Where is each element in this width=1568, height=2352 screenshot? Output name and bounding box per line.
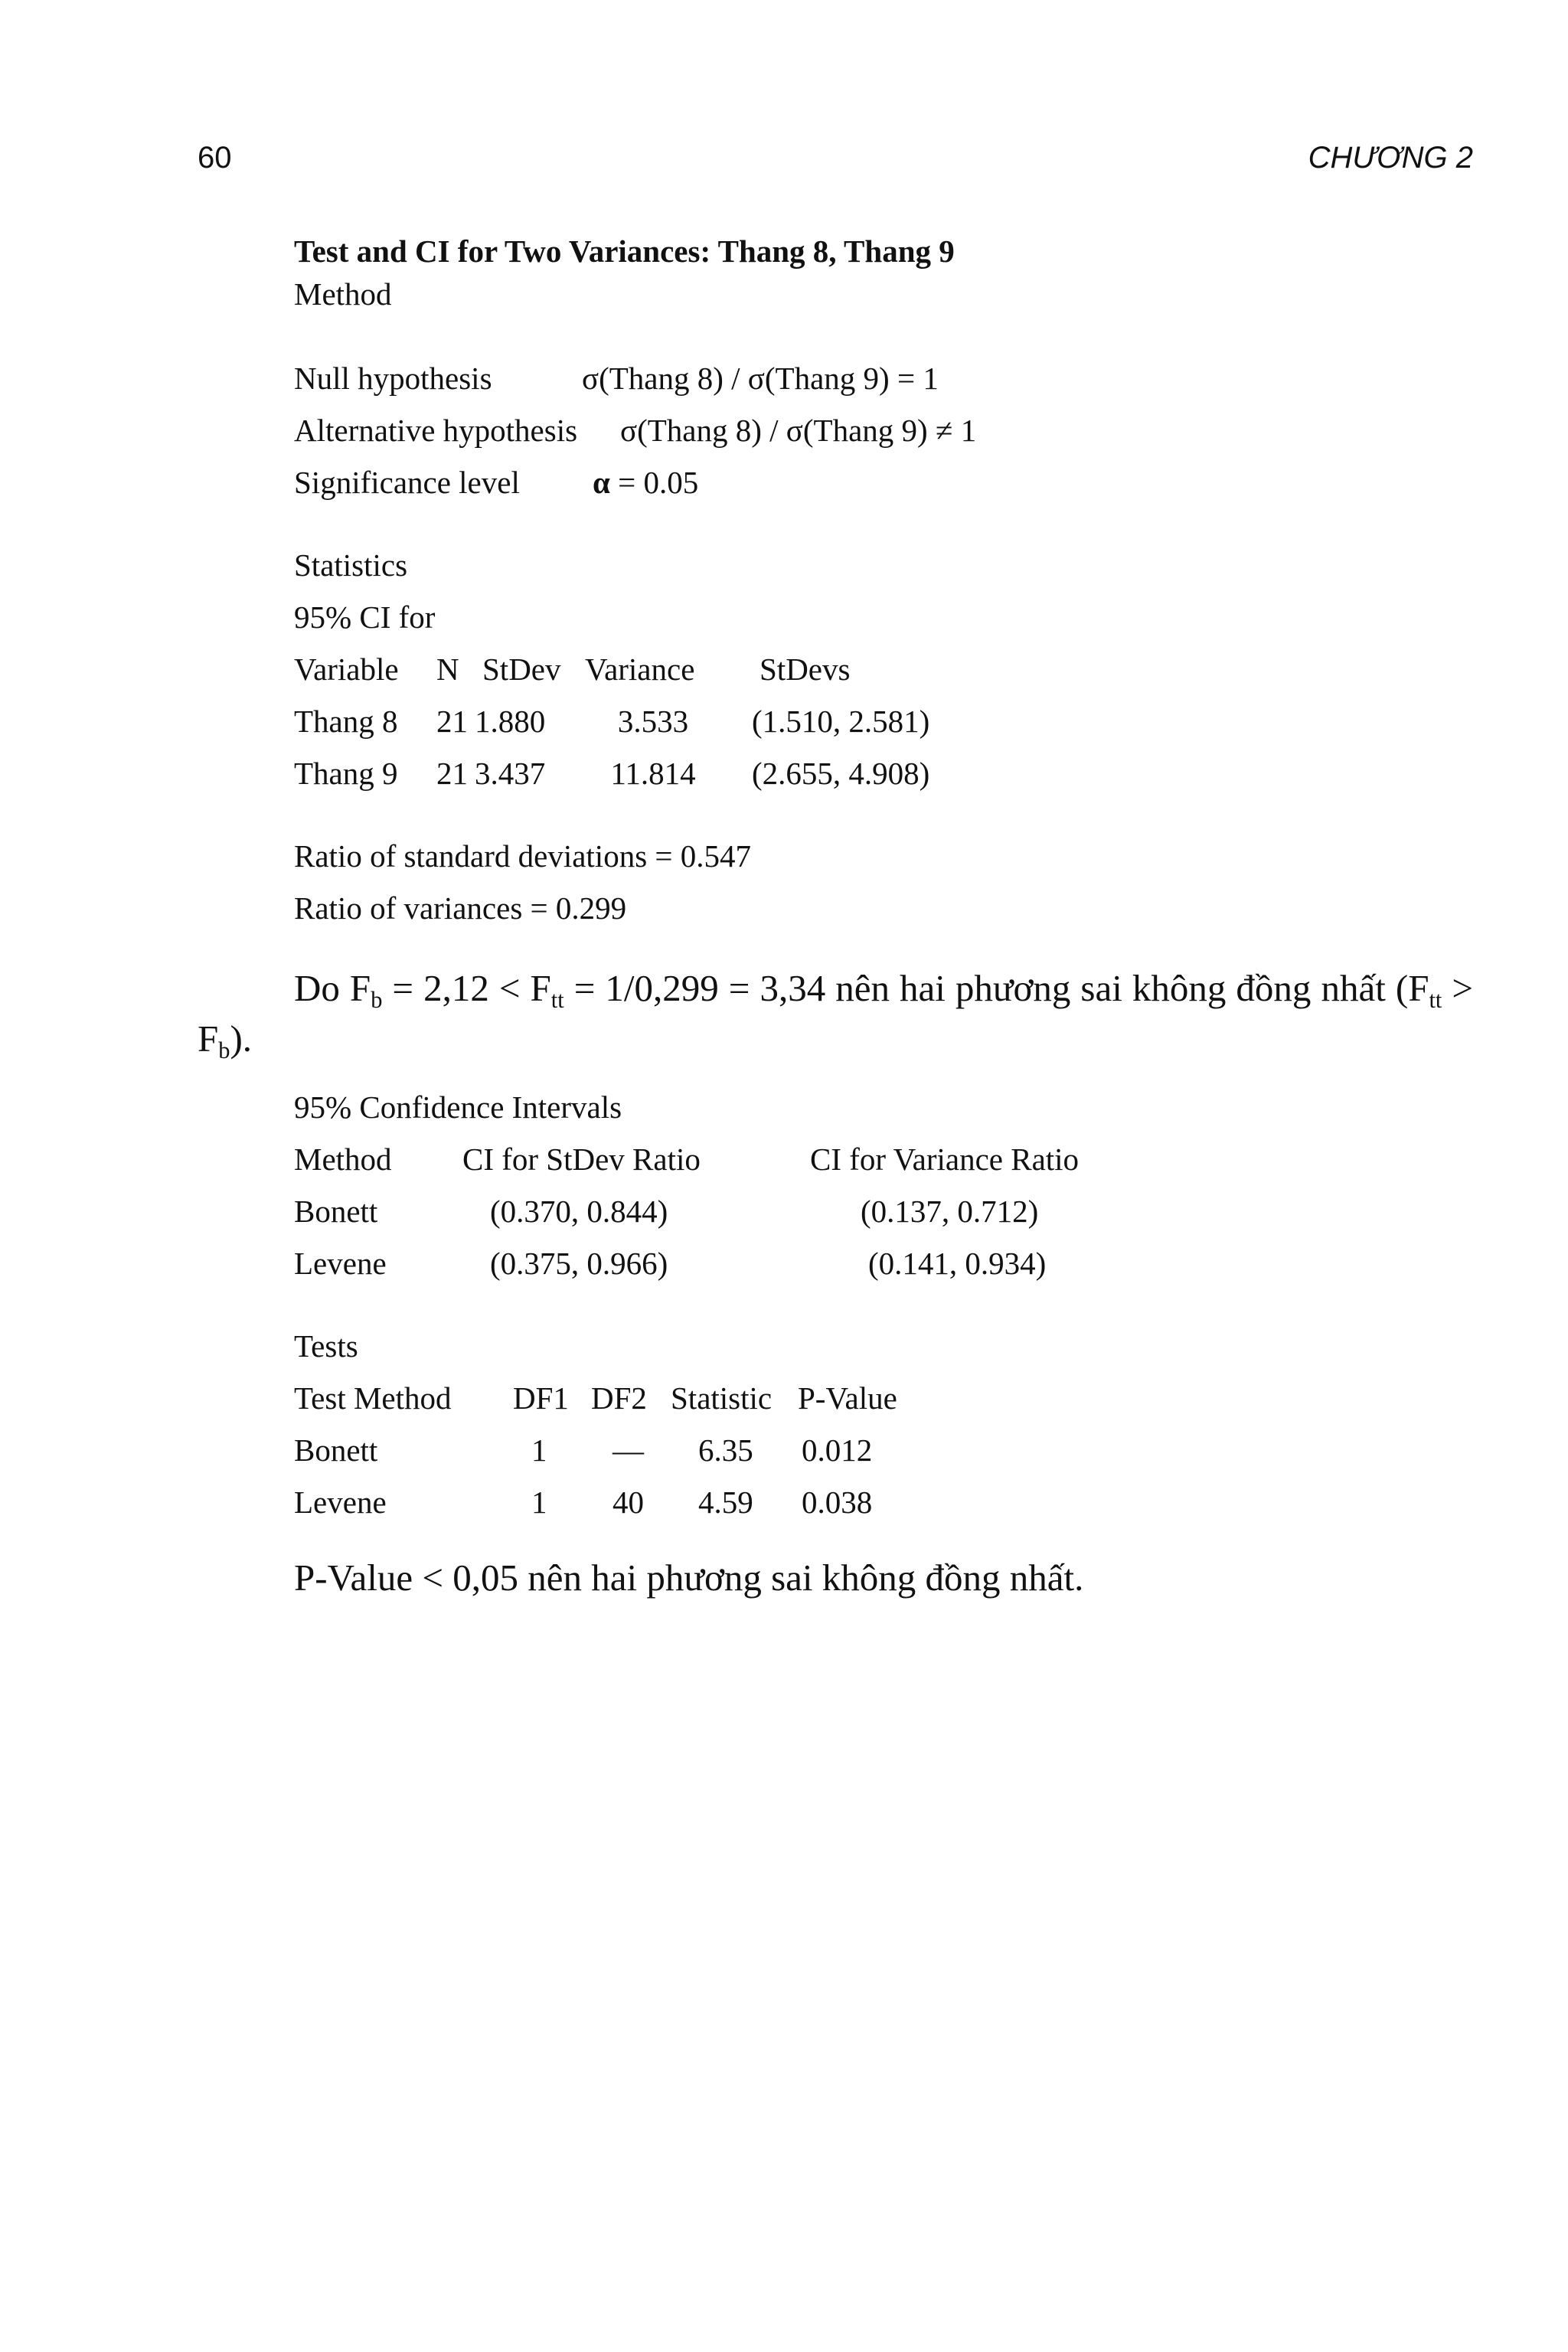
cell-stdev: 3.437 xyxy=(475,756,546,791)
cell-variance: 3.533 xyxy=(617,704,689,739)
cell-variance: 11.814 xyxy=(610,756,696,791)
tests-table-header xyxy=(294,1372,1488,1424)
minitab-output-tests xyxy=(294,1081,1488,1528)
cell-df1: 1 xyxy=(531,1432,547,1468)
col-statistic: Statistic xyxy=(671,1380,773,1416)
body-paragraph xyxy=(198,963,1473,1064)
cell-ci-stdev: (0.375, 0.966) xyxy=(490,1246,668,1281)
table-row xyxy=(294,1424,1488,1476)
ratio-stdev-line: Ratio of standard deviations = 0.547 xyxy=(294,838,752,874)
cell-p-value: 0.038 xyxy=(802,1485,873,1520)
null-hypothesis-label: Null hypothesis xyxy=(294,361,492,396)
cell-method: Levene xyxy=(294,1246,387,1281)
f-test-paragraph xyxy=(198,963,1473,1064)
cell-variable: Thang 8 xyxy=(294,704,398,739)
col-df2: DF2 xyxy=(591,1380,647,1416)
minitab-output-variances xyxy=(294,230,1488,934)
stats-table-header xyxy=(294,643,1488,695)
cell-df1: 1 xyxy=(531,1485,547,1520)
alpha-symbol: α xyxy=(593,465,610,500)
cell-ci-variance: (0.141, 0.934) xyxy=(868,1246,1047,1281)
tests-heading: Tests xyxy=(294,1328,358,1364)
alternative-hypothesis-label: Alternative hypothesis xyxy=(294,413,578,448)
significance-label: Significance level xyxy=(294,465,520,500)
cell-statistic: 4.59 xyxy=(698,1485,753,1520)
table-row xyxy=(294,747,1488,799)
page-number: 60 xyxy=(198,141,232,175)
para-text: ). xyxy=(230,1018,253,1060)
output-title: Test and CI for Two Variances: Thang 8, Thang 9 xyxy=(294,234,955,269)
cell-df2: — xyxy=(612,1432,644,1468)
cell-variable: Thang 9 xyxy=(294,756,398,791)
para-subscript: b xyxy=(371,987,383,1014)
alternative-hypothesis-value: σ(Thang 8) / σ(Thang 9) ≠ 1 xyxy=(620,413,977,448)
table-row xyxy=(294,695,1488,747)
para-subscript: b xyxy=(218,1037,230,1064)
conclusion-paragraph xyxy=(294,1553,1473,1603)
cell-p-value: 0.012 xyxy=(802,1432,873,1468)
significance-row xyxy=(294,456,1488,508)
table-row xyxy=(294,1476,1488,1528)
alternative-hypothesis-row xyxy=(294,404,1488,456)
col-method: Method xyxy=(294,1142,392,1177)
cell-n: 21 xyxy=(436,704,468,739)
col-ci-stdev-ratio: CI for StDev Ratio xyxy=(462,1142,701,1177)
para-text: > F xyxy=(198,967,1474,1060)
ci-table-header xyxy=(294,1133,1488,1185)
cell-test-method: Levene xyxy=(294,1485,387,1520)
cell-ci: (1.510, 2.581) xyxy=(752,704,930,739)
col-ci-variance-ratio: CI for Variance Ratio xyxy=(810,1142,1080,1177)
col-stdev: StDev xyxy=(482,652,561,687)
cell-stdev: 1.880 xyxy=(475,704,546,739)
cell-ci: (2.655, 4.908) xyxy=(752,756,930,791)
ci-for-label: 95% CI for xyxy=(294,599,436,635)
table-row xyxy=(294,1185,1488,1237)
null-hypothesis-row xyxy=(294,352,1488,404)
para-subscript: tt xyxy=(1429,987,1442,1014)
col-variable: Variable xyxy=(294,652,399,687)
cell-method: Bonett xyxy=(294,1194,378,1229)
null-hypothesis-value: σ(Thang 8) / σ(Thang 9) = 1 xyxy=(582,361,939,396)
ci-heading: 95% Confidence Intervals xyxy=(294,1089,622,1125)
col-variance: Variance xyxy=(585,652,695,687)
col-df1: DF1 xyxy=(513,1380,569,1416)
cell-ci-stdev: (0.370, 0.844) xyxy=(490,1194,668,1229)
conclusion-text: P-Value < 0,05 nên hai phương sai không đồng nhất. xyxy=(294,1557,1084,1599)
cell-df2: 40 xyxy=(612,1485,644,1520)
col-stdevs: StDevs xyxy=(760,652,851,687)
col-p-value: P-Value xyxy=(798,1380,897,1416)
para-text: = 1/0,299 = 3,34 nên hai phương sai không đồng nhất (F xyxy=(564,967,1429,1009)
para-text: Do F xyxy=(294,967,371,1009)
cell-statistic: 6.35 xyxy=(698,1432,753,1468)
para-subscript: tt xyxy=(550,987,564,1014)
cell-ci-variance: (0.137, 0.712) xyxy=(861,1194,1039,1229)
para-text: = 2,12 < F xyxy=(382,967,551,1009)
col-n: N xyxy=(436,652,459,687)
chapter-header: CHƯƠNG 2 xyxy=(1308,141,1473,175)
col-test-method: Test Method xyxy=(294,1380,452,1416)
cell-n: 21 xyxy=(436,756,468,791)
table-row xyxy=(294,1237,1488,1289)
significance-value: = 0.05 xyxy=(609,465,699,500)
method-heading: Method xyxy=(294,276,392,312)
statistics-heading: Statistics xyxy=(294,547,408,583)
cell-test-method: Bonett xyxy=(294,1432,378,1468)
ratio-variance-line: Ratio of variances = 0.299 xyxy=(294,890,627,926)
